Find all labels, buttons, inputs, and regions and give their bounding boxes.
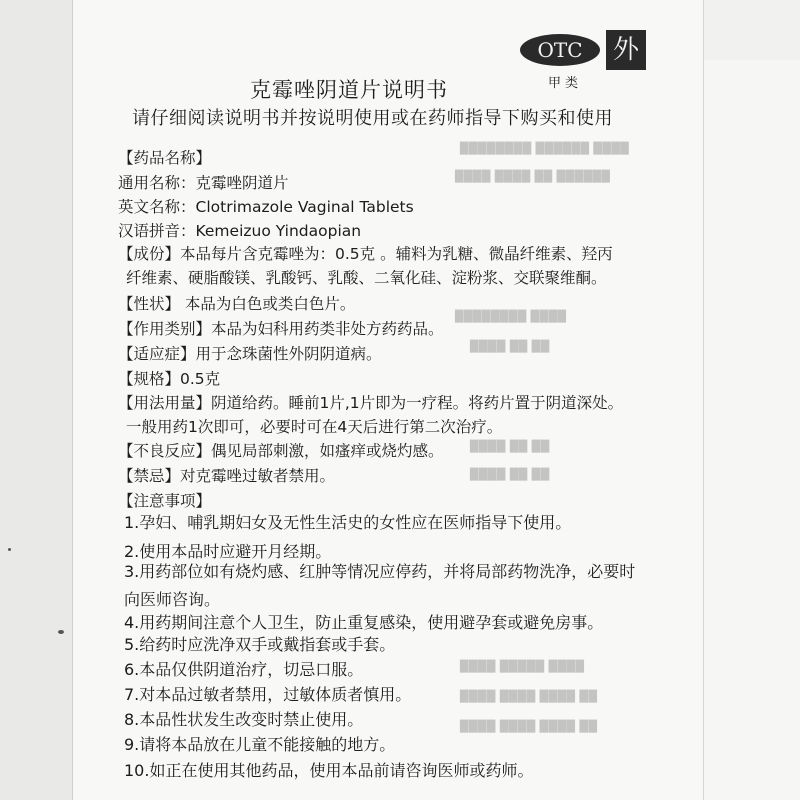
bleed-through-text: ████ ██ ██ [470, 340, 550, 353]
drug-name-header: 【药品名称】 [118, 149, 212, 167]
bleed-through-text: ████ ████ ██ ██████ [455, 170, 611, 183]
indications: 【适应症】用于念珠菌性外阴阴道病。 [118, 345, 382, 363]
dosage-line-2: 一般用药1次即可，必要时可在4天后进行第二次治疗。 [126, 418, 503, 436]
bleed-through-text: ████████ ██████ ████ [460, 142, 630, 155]
specification: 【规格】0.5克 [118, 370, 221, 388]
precautions-header: 【注意事项】 [118, 492, 212, 510]
composition-line-2: 纤维素、硬脂酸镁、乳酸钙、乳酸、二氧化硅、淀粉浆、交联聚维酮。 [126, 269, 607, 287]
adverse-reactions: 【不良反应】偶见局部刺激，如瘙痒或烧灼感。 [118, 442, 444, 460]
precaution-item: 1.孕妇、哺乳期妇女及无性生活史的女性应在医师指导下使用。 [124, 513, 572, 532]
contraindications: 【禁忌】对克霉唑过敏者禁用。 [118, 467, 336, 485]
underlying-sheet-edge [700, 60, 800, 800]
pinyin-name: 汉语拼音：Kemeizuo Yindaopian [118, 222, 362, 240]
document-title: 克霉唑阴道片说明书 [250, 78, 448, 102]
bleed-through-text: ████ ██ ██ [470, 440, 550, 453]
english-name: 英文名称：Clotrimazole Vaginal Tablets [118, 198, 414, 216]
composition-line-1: 【成份】本品每片含克霉唑为：0.5克 。辅料为乳糖、微晶纤维素、羟丙 [118, 245, 613, 263]
dosage-line-1: 【用法用量】阴道给药。睡前1片,1片即为一疗程。将药片置于阴道深处。 [118, 394, 624, 412]
precaution-item: 2.使用本品时应避开月经期。 [124, 542, 332, 561]
otc-badge [520, 30, 650, 70]
precaution-item: 3.用药部位如有烧灼感、红肿等情况应停药，并将局部药物洗净，必要时向医师咨询。 [124, 562, 636, 609]
precaution-item: 10.如正在使用其他药品，使用本品前请咨询医师或药师。 [124, 761, 534, 780]
scan-speck [8, 548, 11, 551]
bleed-through-text: ████ ██ ██ [470, 468, 550, 481]
description: 【性状】 本品为白色或类白色片。 [118, 295, 356, 313]
bleed-through-text: ████ ████ ████ ██ [460, 720, 598, 733]
bleed-through-text: ████████ ████ [455, 310, 567, 323]
precaution-item: 8.本品性状发生改变时禁止使用。 [124, 710, 364, 729]
precaution-item: 7.对本品过敏者禁用，过敏体质者慎用。 [124, 685, 412, 704]
precaution-item: 9.请将本品放在儿童不能接触的地方。 [124, 735, 396, 754]
precaution-item: 5.给药时应洗净双手或戴指套或手套。 [124, 635, 396, 654]
document-subtitle: 请仔细阅读说明书并按说明使用或在药师指导下购买和使用 [132, 108, 613, 129]
bleed-through-text: ████ █████ ████ [460, 660, 585, 673]
bleed-through-text: ████ ████ ████ ██ [460, 690, 598, 703]
precaution-item: 6.本品仅供阴道治疗，切忌口服。 [124, 660, 364, 679]
pharmacological-category: 【作用类别】本品为妇科用药类非处方药药品。 [118, 320, 444, 338]
scan-speck [58, 630, 64, 634]
generic-name: 通用名称：克霉唑阴道片 [118, 174, 289, 192]
otc-category-label: 甲类 [548, 76, 583, 91]
external-use-label: 外 [606, 30, 646, 70]
precaution-item: 4.用药期间注意个人卫生，防止重复感染，使用避孕套或避免房事。 [124, 613, 604, 632]
otc-oval-label: OTC [520, 34, 600, 66]
